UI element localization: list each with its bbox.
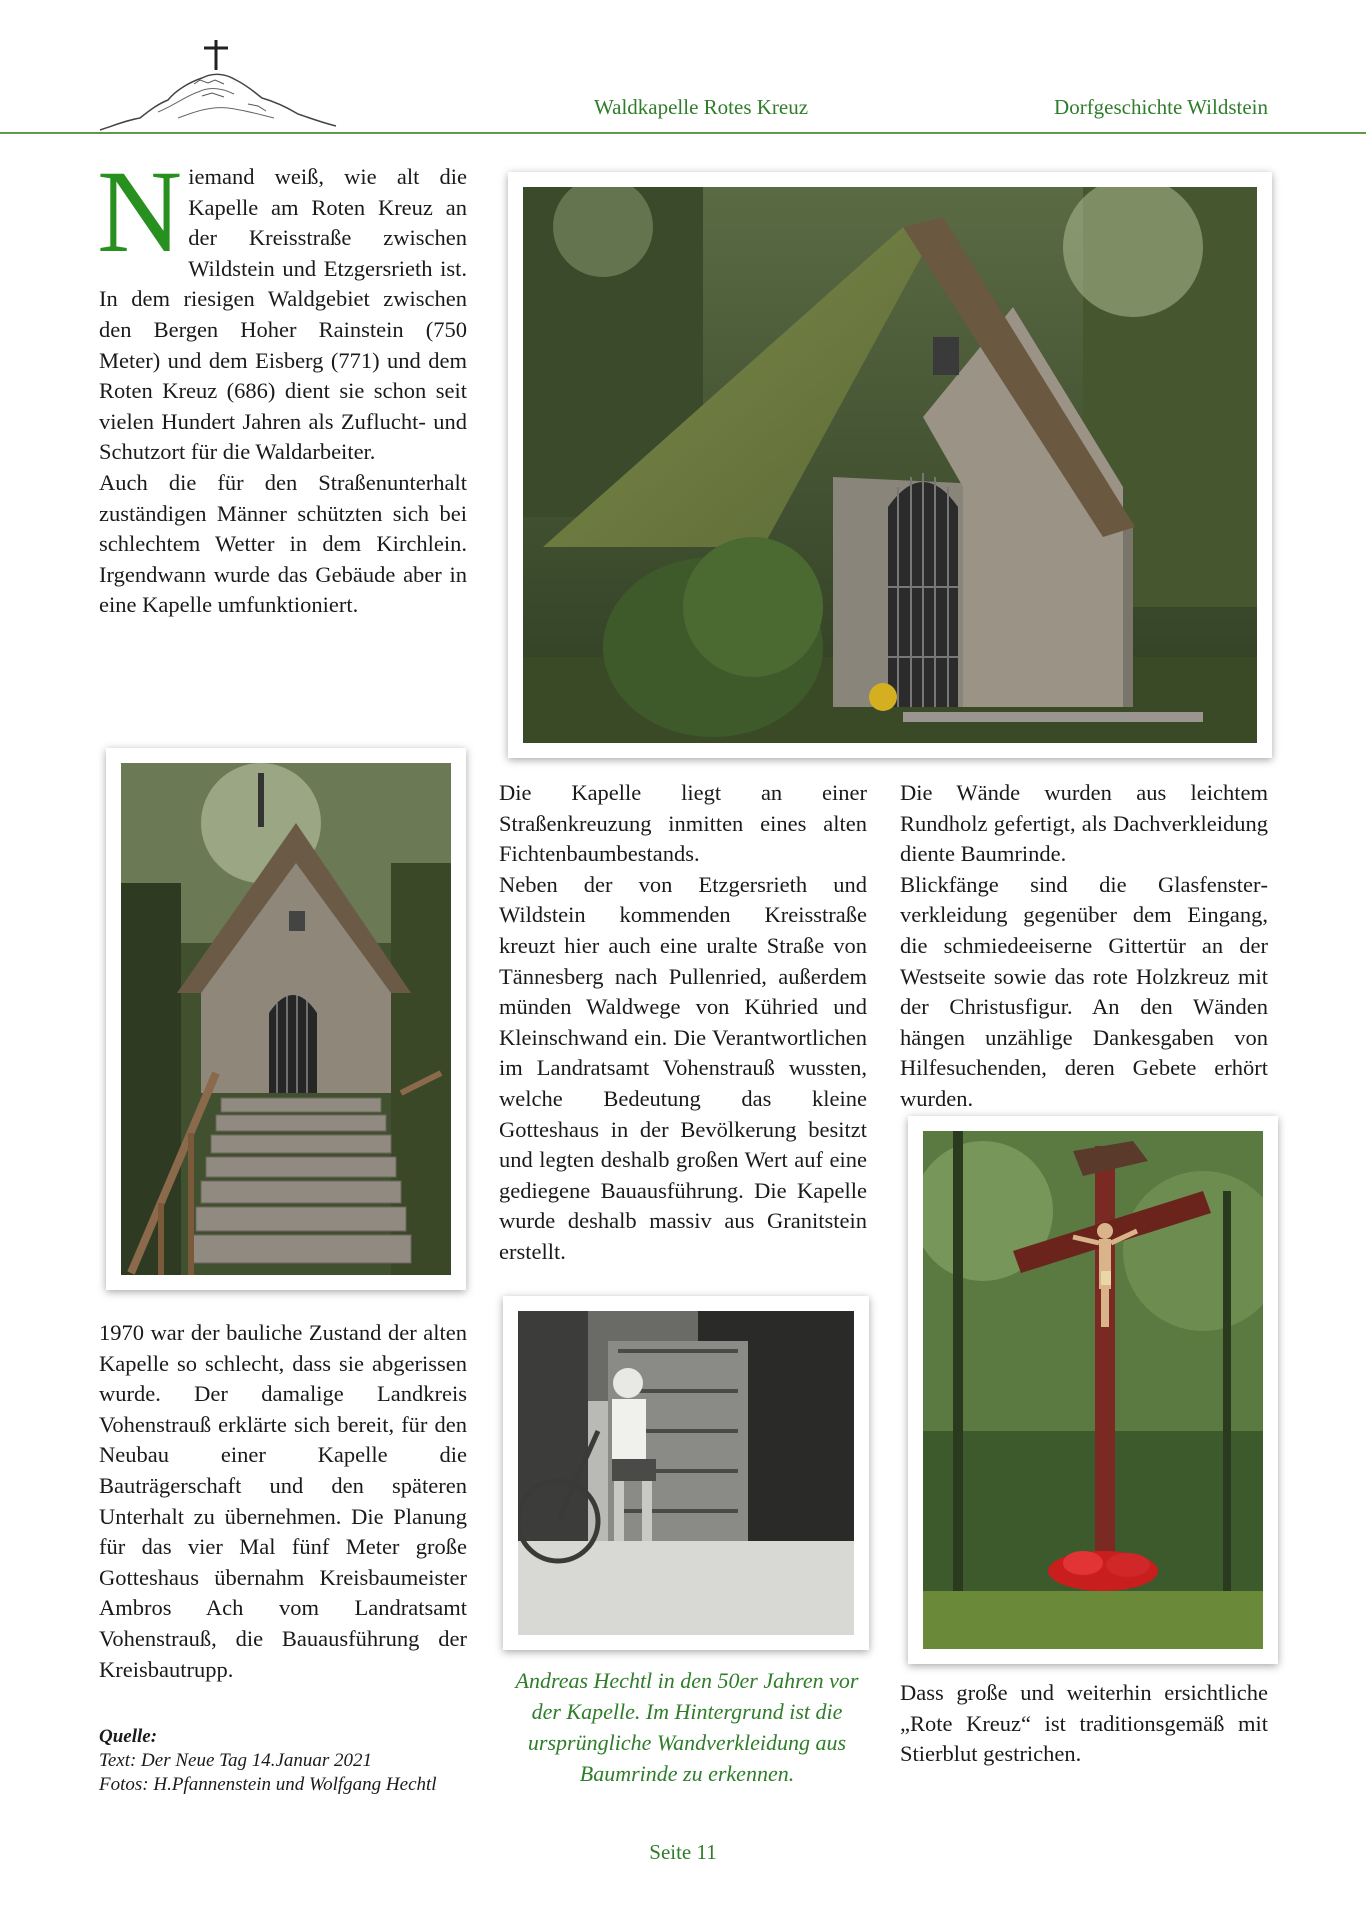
header-subtitle: Dorfgeschichte Wildstein xyxy=(1054,95,1268,119)
intro-text-block xyxy=(97,146,467,621)
right-bottom-text-block xyxy=(900,1678,1268,1770)
photo-chapel-main xyxy=(508,172,1272,758)
middle-paragraph-2: Neben der von Etzgersrieth und Wildstein kommenden Kreisstraße kreuzt hier auch eine uralte Straße von Tännesberg nach Pullenried, außerdem münden Waldwege von Kühried und Kleinschwand ein. Die Verantwortlichen im Landratsamt Vohenstrauß wussten, welche Bedeutung das kleine Gotteshaus in der Bevölkerung besitzt und legten deshalb großen Wert auf eine gediegene Bauausführung. Die Kapelle wurde deshalb massiv aus Granitstein erstellt. xyxy=(499,871,867,1264)
source-block xyxy=(99,1725,467,1797)
right-paragraph-2: Blickfänge sind die Glasfensterverkleidung gegenüber dem Eingang, die schmiedeeiserne Gittertür an der Westseite sowie das rote Holzkreuz mit der Christusfigur. An den Wänden hängen unzählige Dankesgaben von Hilfesuchenden, deren Gebete erhört wurden. xyxy=(900,871,1268,1111)
header-rule xyxy=(0,132,1366,134)
photo-caption: Andreas Hechtl in den 50er Jahren vor der Kapelle. Im Hintergrund ist die ursprüngliche Wandverkleidung aus Baumrinde zu erkennen. xyxy=(515,1668,859,1786)
left-lower-text-block xyxy=(99,1318,467,1685)
right-paragraph-3: Dass große und weiterhin ersichtliche „Rote Kreuz“ ist traditionsgemäß mit Stierblut gestrichen. xyxy=(900,1680,1268,1767)
source-text-line: Text: Der Neue Tag 14.Januar 2021 xyxy=(99,1750,373,1771)
intro-paragraph-2: Auch die für den Straßenunterhalt zuständigen Männer schützten sich bei schlechtem Wetter in dem Kirchlein. Irgendwann wurde das Gebäude aber in eine Kapelle umfunktioniert. xyxy=(99,469,467,618)
source-photo-line: Fotos: H.Pfannenstein und Wolfgang Hechtl xyxy=(99,1774,437,1795)
left-lower-paragraph: 1970 war der bauliche Zustand der alten Kapelle so schlecht, dass sie abgerissen wurde. Der damalige Landkreis Vohenstrauß erklärte sich bereit, für den Neubau einer Kapelle die Bauträgerschaft und den späteren Unterhalt zu übernehmen. Die Planung für das vier Mal fünf Meter große Gotteshaus übernahm Kreisbaumeister Ambros Ach vom Landratsamt Vohenstrauß, die Bauausführung der Kreisbautrupp. xyxy=(99,1320,467,1682)
right-text-block xyxy=(900,778,1268,1115)
right-paragraph-1: Die Wände wurden aus leichtem Rundholz gefertigt, als Dachverkleidung diente Baumrinde. xyxy=(900,780,1268,867)
page-number: Seite 11 xyxy=(649,1840,717,1864)
photo-historic-boy xyxy=(503,1296,869,1650)
header-title: Waldkapelle Rotes Kreuz xyxy=(594,95,809,119)
middle-text-block xyxy=(499,778,867,1268)
source-label: Quelle: xyxy=(99,1726,158,1747)
intro-paragraph-1: iemand weiß, wie alt die Kapelle am Roten Kreuz an der Kreisstraße zwischen Wildstein und Etzgersrieth ist. In dem riesigen Waldgebiet zwischen den Bergen Hoher Rainstein (750 Meter) und dem Eisberg (771) und dem Roten Kreuz (686) dient sie schon seit vielen Hundert Jahren als Zuflucht- und Schutzort für die Waldarbeiter. xyxy=(99,164,467,465)
logo-hill-cross xyxy=(98,34,338,134)
photo-red-cross xyxy=(908,1116,1278,1664)
photo-chapel-stairs xyxy=(106,748,466,1290)
middle-paragraph-1: Die Kapelle liegt an einer Straßenkreuzung inmitten eines alten Fichtenbaumbestands. xyxy=(499,780,867,867)
dropcap: N xyxy=(97,146,183,277)
